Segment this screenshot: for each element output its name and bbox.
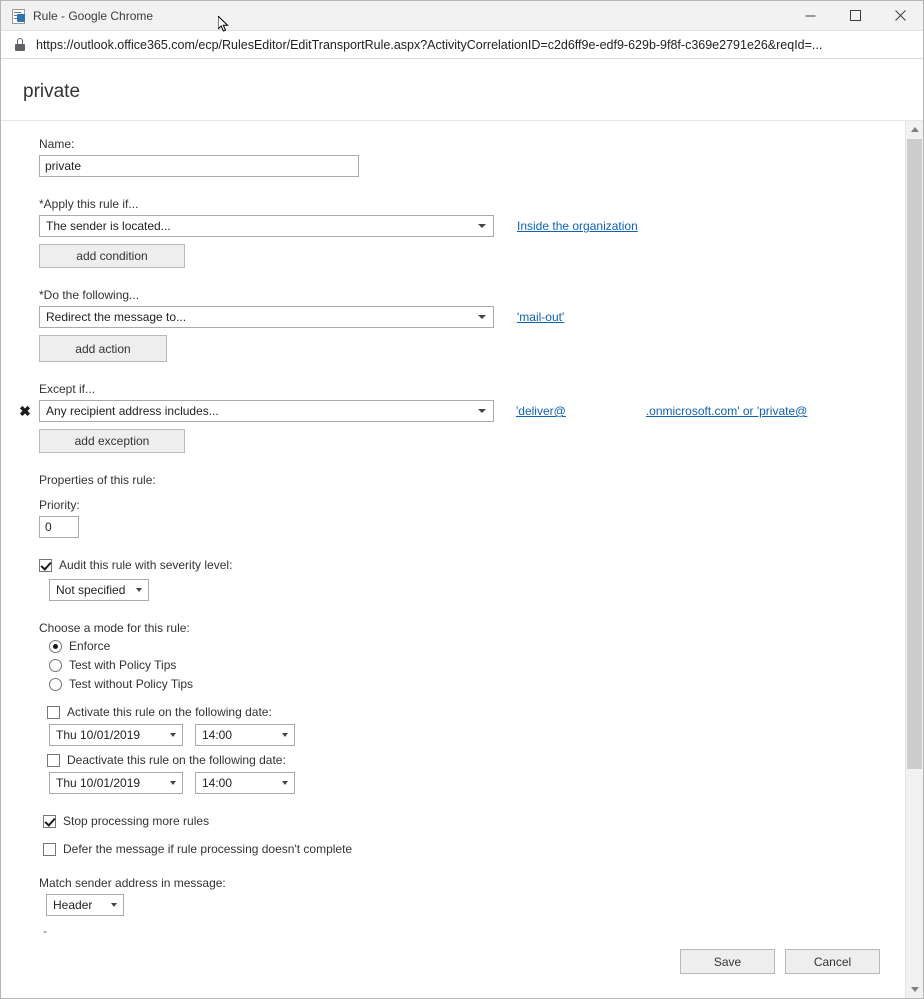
- deactivate-time-value: 14:00: [202, 776, 233, 790]
- exception-value-link-1[interactable]: 'deliver@: [516, 404, 566, 418]
- activate-time-select[interactable]: [195, 724, 295, 746]
- minimize-button[interactable]: [788, 1, 833, 30]
- mode-label-test-with-tips: Test with Policy Tips: [69, 658, 177, 672]
- mode-option-enforce[interactable]: [49, 639, 859, 653]
- vertical-scrollbar[interactable]: [905, 121, 923, 998]
- audit-label: Audit this rule with severity level:: [59, 558, 233, 572]
- chevron-down-icon: [136, 588, 142, 592]
- chevron-down-icon: [111, 903, 117, 907]
- lock-icon: [14, 38, 26, 51]
- deactivate-datetime-row: [49, 772, 859, 794]
- chevron-down-icon: [478, 409, 486, 413]
- priority-label: Priority:: [39, 498, 80, 512]
- exception-value-link-2[interactable]: .onmicrosoft.com' or 'private@: [645, 404, 808, 418]
- form-scroll-area: [1, 121, 923, 998]
- action-row: [39, 306, 859, 328]
- address-bar[interactable]: [1, 31, 923, 59]
- activate-date-select[interactable]: [49, 724, 183, 746]
- exception-select-value: Any recipient address includes...: [46, 404, 219, 418]
- page-body: [1, 59, 923, 998]
- audit-row[interactable]: [39, 558, 859, 572]
- window-title: Rule - Google Chrome: [33, 8, 154, 23]
- deactivate-label: Deactivate this rule on the following date:: [67, 753, 286, 767]
- maximize-icon: [850, 10, 861, 21]
- deactivate-date-value: Thu 10/01/2019: [56, 776, 141, 790]
- condition-select[interactable]: [39, 215, 494, 237]
- mode-label: Choose a mode for this rule:: [39, 621, 190, 635]
- deactivate-date-select[interactable]: [49, 772, 183, 794]
- mode-option-test-without-tips[interactable]: [49, 677, 859, 691]
- condition-select-value: The sender is located...: [46, 219, 171, 233]
- mode-label-enforce: Enforce: [69, 639, 111, 653]
- activate-time-value: 14:00: [202, 728, 233, 742]
- name-label: Name:: [39, 137, 75, 151]
- scrollbar-thumb[interactable]: [907, 139, 922, 769]
- deactivate-checkbox[interactable]: [47, 754, 60, 767]
- audit-checkbox[interactable]: [39, 559, 52, 572]
- chevron-down-icon: [478, 224, 486, 228]
- activate-date-value: Thu 10/01/2019: [56, 728, 141, 742]
- match-sender-label: Match sender address in message:: [39, 876, 226, 890]
- action-value-link[interactable]: 'mail-out': [517, 310, 565, 324]
- apply-rule-label: *Apply this rule if...: [39, 197, 139, 211]
- add-action-button[interactable]: add action: [39, 335, 167, 362]
- maximize-button[interactable]: [833, 1, 878, 30]
- minimize-icon: [805, 10, 816, 21]
- scroll-up-button[interactable]: [906, 121, 923, 138]
- activate-label: Activate this rule on the following date:: [67, 705, 272, 719]
- chevron-down-icon: [170, 733, 176, 737]
- document-icon: [10, 8, 26, 24]
- match-sender-select[interactable]: [46, 894, 124, 916]
- exception-row: [17, 400, 859, 422]
- deactivate-time-select[interactable]: [195, 772, 295, 794]
- scroll-down-button[interactable]: [906, 981, 923, 998]
- close-button[interactable]: [878, 1, 923, 30]
- add-exception-button[interactable]: add exception: [39, 429, 185, 453]
- mode-label-test-without-tips: Test without Policy Tips: [69, 677, 194, 691]
- radio-enforce[interactable]: [49, 640, 62, 653]
- condition-row: [39, 215, 859, 237]
- defer-row[interactable]: [43, 842, 859, 856]
- defer-checkbox[interactable]: [43, 843, 56, 856]
- window-controls: [788, 1, 923, 30]
- close-icon: [895, 10, 906, 21]
- stop-processing-label: Stop processing more rules: [63, 814, 210, 828]
- chevron-down-icon: [170, 781, 176, 785]
- radio-test-without-policy-tips[interactable]: [49, 678, 62, 691]
- footer-buttons: [680, 949, 880, 974]
- title-bar: [1, 1, 923, 31]
- exception-select[interactable]: [39, 400, 494, 422]
- stop-processing-row[interactable]: [43, 814, 859, 828]
- chevron-down-icon: [282, 733, 288, 737]
- chevron-down-icon: [911, 987, 919, 992]
- do-following-label: *Do the following...: [39, 288, 140, 302]
- page-title: private: [23, 81, 81, 102]
- chevron-down-icon: [478, 315, 486, 319]
- cancel-button[interactable]: Cancel: [785, 949, 880, 974]
- rule-form: [19, 137, 859, 938]
- activate-datetime-row: [49, 724, 859, 746]
- name-input[interactable]: [39, 155, 359, 177]
- match-sender-value: Header: [53, 898, 93, 912]
- defer-label: Defer the message if rule processing doesn't complete: [63, 842, 353, 856]
- severity-select-value: Not specified: [56, 583, 126, 597]
- url-text[interactable]: https://outlook.office365.com/ecp/RulesEditor/EditTransportRule.aspx?ActivityCorrelationID=c2d6ff9e-edf9-629b-9f8f-c369e2791e26&reqId=...: [36, 37, 823, 52]
- chevron-down-icon: [282, 781, 288, 785]
- save-button[interactable]: Save: [680, 949, 775, 974]
- deactivate-row[interactable]: [47, 753, 859, 767]
- action-select[interactable]: [39, 306, 494, 328]
- activate-row[interactable]: [47, 705, 859, 719]
- stop-processing-checkbox[interactable]: [43, 815, 56, 828]
- condition-value-link[interactable]: Inside the organization: [517, 219, 638, 233]
- action-select-value: Redirect the message to...: [46, 310, 187, 324]
- except-if-label: Except if...: [39, 382, 96, 396]
- properties-label: Properties of this rule:: [39, 473, 156, 487]
- remove-exception-icon[interactable]: ✖: [19, 403, 31, 419]
- priority-input[interactable]: [39, 516, 79, 538]
- add-condition-button[interactable]: add condition: [39, 244, 185, 268]
- severity-select[interactable]: [49, 579, 149, 601]
- activate-checkbox[interactable]: [47, 706, 60, 719]
- chevron-up-icon: [911, 127, 919, 132]
- radio-test-with-policy-tips[interactable]: [49, 659, 62, 672]
- trailing-dash: -: [43, 924, 47, 938]
- mode-option-test-with-tips[interactable]: [49, 658, 859, 672]
